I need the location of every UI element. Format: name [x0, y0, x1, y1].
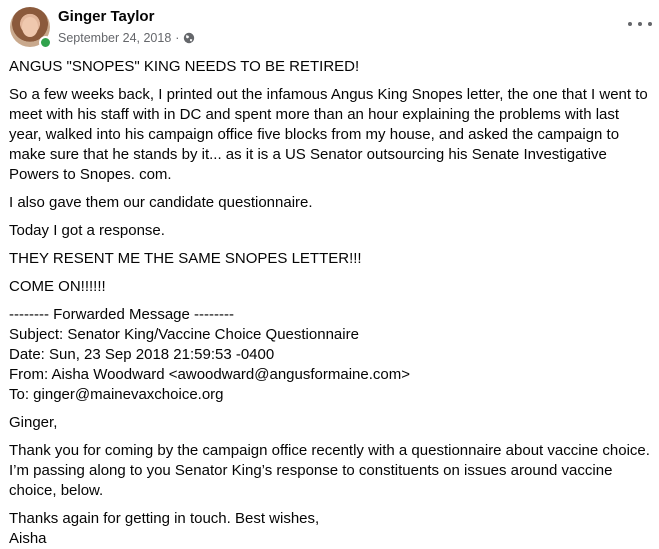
- forwarded-message: [9, 305, 654, 405]
- more-options-icon[interactable]: [628, 15, 652, 33]
- online-status-icon: [39, 36, 52, 49]
- post-paragraph: Today I got a response.: [9, 222, 165, 239]
- avatar-face: [22, 17, 38, 37]
- post-paragraph: THEY RESENT ME THE SAME SNOPES LETTER!!!: [9, 250, 362, 267]
- meta-separator: ·: [175, 31, 180, 45]
- post-meta: [58, 31, 195, 45]
- globe-icon[interactable]: [183, 32, 195, 44]
- forward-from: From: Aisha Woodward <awoodward@angusformaine.com>: [9, 366, 410, 383]
- forward-to: To: ginger@mainevaxchoice.org: [9, 386, 224, 403]
- post-paragraph: I also gave them our candidate questionnaire.: [9, 194, 313, 211]
- letter-paragraph: Thank you for coming by the campaign office recently with a questionnaire about vaccine choice. I’m passing along to you Senator King’s response to constituents on issues around vaccine choice, below.: [9, 442, 650, 499]
- post-date[interactable]: September 24, 2018: [58, 31, 172, 45]
- letter-greeting: Ginger,: [9, 414, 58, 431]
- forward-date: Date: Sun, 23 Sep 2018 21:59:53 -0400: [9, 346, 275, 363]
- post-content: [9, 57, 654, 549]
- more-dot: [628, 22, 632, 26]
- letter-signature: Aisha: [9, 530, 47, 547]
- more-dot: [648, 22, 652, 26]
- author-name[interactable]: Ginger Taylor: [58, 8, 155, 25]
- post-paragraph: So a few weeks back, I printed out the infamous Angus King Snopes letter, the one that I went to meet with his staff with in DC and spent more than an hour explaining the problems with last year, walked into his campaign office five blocks from my house, and asked the campaign to make sure that he stands by it... as it is a US Senator outsourcing his Senate Investigative Powers to Snopes. com.: [9, 86, 648, 183]
- forward-divider: -------- Forwarded Message --------: [9, 306, 234, 323]
- more-dot: [638, 22, 642, 26]
- forward-subject: Subject: Senator King/Vaccine Choice Questionnaire: [9, 326, 359, 343]
- post-headline: ANGUS "SNOPES" KING NEEDS TO BE RETIRED!: [9, 58, 360, 75]
- letter-closing: Thanks again for getting in touch. Best wishes,: [9, 510, 320, 527]
- post-header: [10, 7, 650, 51]
- post-paragraph: COME ON!!!!!!: [9, 278, 106, 295]
